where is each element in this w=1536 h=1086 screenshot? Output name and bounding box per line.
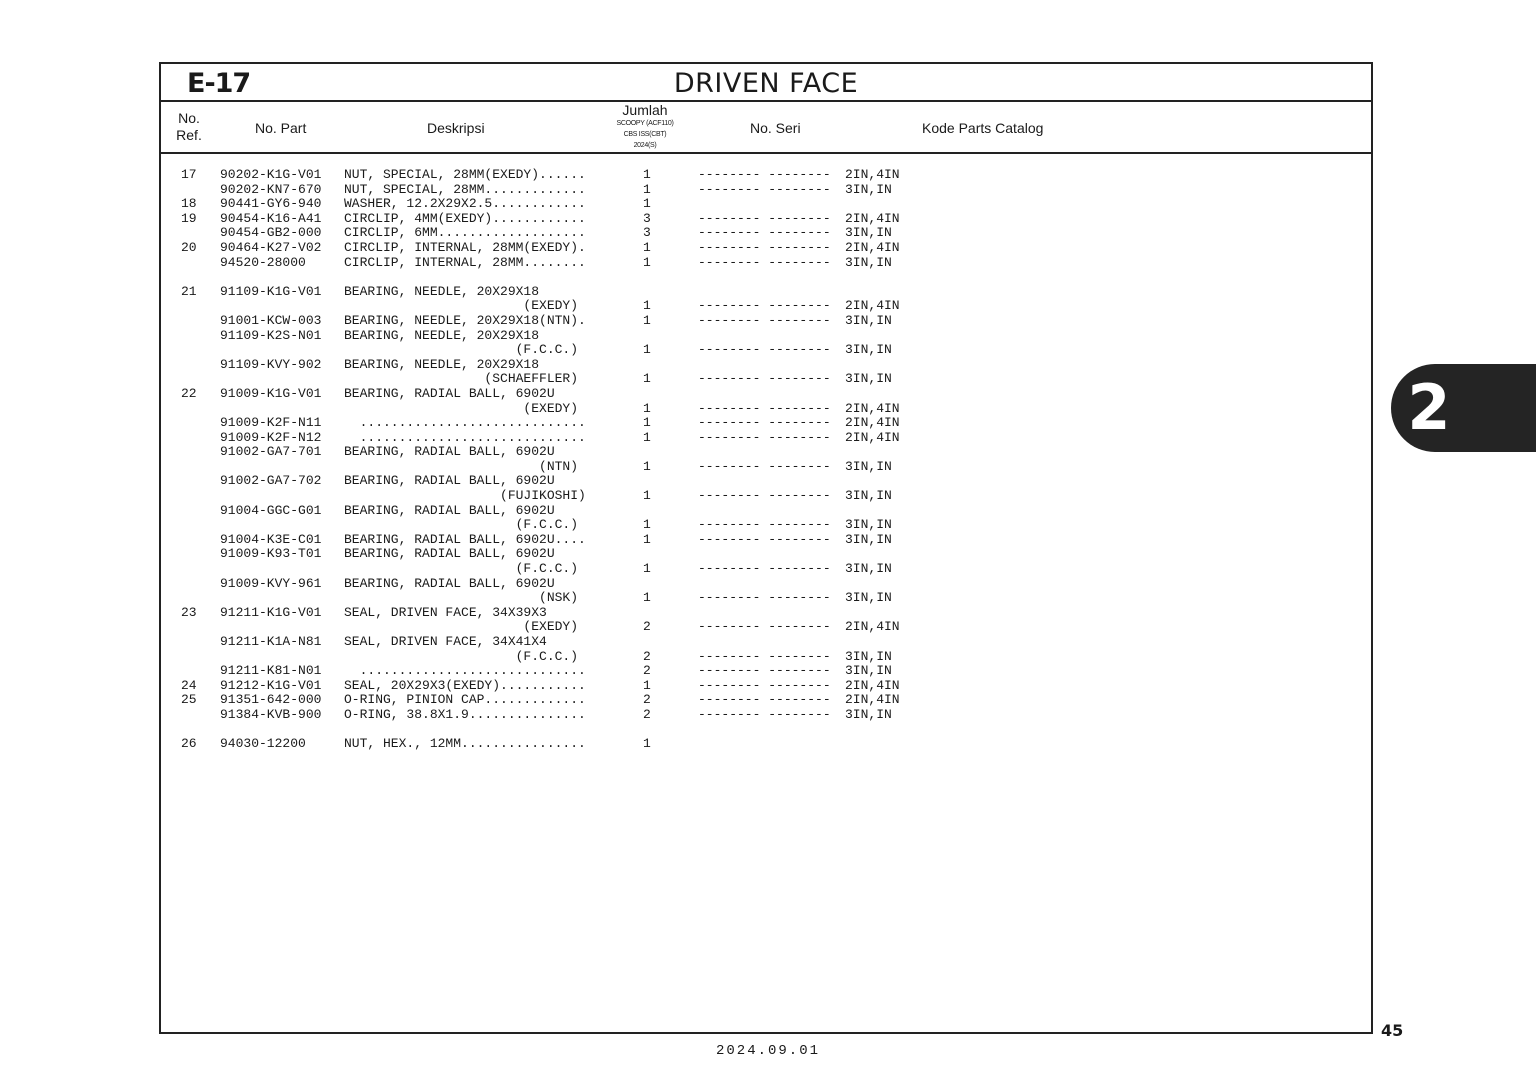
row-description: CIRCLIP, 6MM...................	[344, 225, 586, 241]
table-row	[161, 504, 1371, 519]
table-row	[161, 358, 1371, 373]
row-qty: 1	[643, 312, 651, 328]
row-catalog-code: 3IN,IN	[845, 371, 892, 387]
row-catalog-code: 3IN,IN	[845, 181, 892, 197]
row-description: (EXEDY)	[344, 400, 579, 416]
footer-date: 2024.09.01	[715, 1043, 820, 1059]
table-row	[161, 664, 1371, 679]
row-ref: 19	[181, 210, 197, 226]
row-qty: 3	[643, 225, 651, 241]
row-catalog-code: 2IN,4IN	[845, 210, 900, 226]
row-part-number: 90454-K16-A41	[220, 210, 322, 226]
table-row	[161, 474, 1371, 489]
row-catalog-code: 3IN,IN	[845, 663, 892, 679]
row-part-number: 91212-K1G-V01	[220, 677, 322, 693]
table-row	[161, 547, 1371, 562]
table-row	[161, 241, 1371, 256]
row-part-number: 90454-GB2-000	[220, 225, 322, 241]
row-catalog-code: 3IN,IN	[845, 561, 892, 577]
table-row	[161, 416, 1371, 431]
table-header	[161, 102, 1371, 154]
header-serial: No. Seri	[750, 120, 801, 136]
row-qty: 1	[643, 239, 651, 255]
table-row	[161, 533, 1371, 548]
row-description: (F.C.C.)	[344, 561, 579, 577]
row-description: (F.C.C.)	[344, 517, 579, 533]
row-ref: 18	[181, 196, 197, 212]
row-catalog-code: 3IN,IN	[845, 342, 892, 358]
row-serial: -------- --------	[698, 692, 831, 708]
header-qty-label: Jumlah	[622, 102, 668, 118]
row-description: (EXEDY)	[344, 619, 579, 635]
header-ref: No. Ref.	[176, 110, 202, 143]
row-description: BEARING, NEEDLE, 20X29X18	[344, 356, 540, 372]
row-catalog-code: 2IN,4IN	[845, 415, 900, 431]
row-qty: 1	[643, 590, 651, 606]
row-catalog-code: 2IN,4IN	[845, 429, 900, 445]
section-tab-label: 2	[1407, 371, 1451, 444]
table-row	[161, 270, 1371, 285]
row-part-number: 90202-K1G-V01	[220, 167, 322, 182]
row-part-number: 94030-12200	[220, 736, 306, 752]
row-ref: 22	[181, 385, 197, 401]
row-part-number: 91211-K1A-N81	[220, 634, 322, 649]
row-description: WASHER, 12.2X29X2.5............	[344, 196, 586, 212]
row-serial: -------- --------	[698, 458, 831, 474]
row-part-number: 90441-GY6-940	[220, 196, 322, 212]
row-qty: 1	[643, 677, 651, 693]
table-row	[161, 402, 1371, 417]
row-description: SEAL, DRIVEN FACE, 34X41X4	[344, 634, 547, 649]
row-part-number: 91384-KVB-900	[220, 706, 322, 722]
row-qty: 1	[643, 531, 651, 547]
table-row	[161, 606, 1371, 621]
row-catalog-code: 2IN,4IN	[845, 167, 900, 182]
row-description: O-RING, PINION CAP.............	[344, 692, 586, 708]
page-code: E-17	[187, 68, 251, 99]
row-description: CIRCLIP, INTERNAL, 28MM........	[344, 254, 586, 270]
row-serial: -------- --------	[698, 415, 831, 431]
row-part-number: 90202-KN7-670	[220, 181, 322, 197]
table-row	[161, 723, 1371, 738]
row-catalog-code: 3IN,IN	[845, 254, 892, 270]
row-description: (F.C.C.)	[344, 342, 579, 358]
row-qty: 1	[643, 167, 651, 182]
row-catalog-code: 3IN,IN	[845, 458, 892, 474]
table-row	[161, 256, 1371, 271]
table-row	[161, 285, 1371, 300]
table-row	[161, 635, 1371, 650]
row-serial: -------- --------	[698, 590, 831, 606]
row-qty: 1	[643, 561, 651, 577]
table-row	[161, 431, 1371, 446]
row-qty: 1	[643, 254, 651, 270]
row-part-number: 91002-GA7-701	[220, 444, 322, 460]
row-serial: -------- --------	[698, 342, 831, 358]
row-description: BEARING, RADIAL BALL, 6902U	[344, 502, 555, 518]
row-qty: 2	[643, 706, 651, 722]
table-row	[161, 212, 1371, 227]
table-row	[161, 226, 1371, 241]
row-catalog-code: 2IN,4IN	[845, 692, 900, 708]
row-serial: -------- --------	[698, 298, 831, 314]
row-description: CIRCLIP, INTERNAL, 28MM(EXEDY).	[344, 239, 586, 255]
row-part-number: 91009-K2F-N12	[220, 429, 322, 445]
table-row	[161, 562, 1371, 577]
row-qty: 1	[643, 371, 651, 387]
row-part-number: 91009-K2F-N11	[220, 415, 322, 431]
row-serial: -------- --------	[698, 210, 831, 226]
row-ref: 17	[181, 167, 197, 182]
row-description: (EXEDY)	[344, 298, 579, 314]
header-catalog: Kode Parts Catalog	[922, 120, 1044, 136]
row-description: BEARING, NEEDLE, 20X29X18	[344, 327, 540, 343]
row-description: (NTN)	[344, 458, 579, 474]
table-row	[161, 650, 1371, 665]
row-qty: 1	[643, 429, 651, 445]
row-part-number: 90464-K27-V02	[220, 239, 322, 255]
row-qty: 1	[643, 415, 651, 431]
page-number: 45	[1381, 1021, 1404, 1040]
row-part-number: 91004-K3E-C01	[220, 531, 322, 547]
parts-table-body	[161, 168, 1371, 752]
table-row	[161, 372, 1371, 387]
row-part-number: 91004-GGC-G01	[220, 502, 322, 518]
table-row	[161, 387, 1371, 402]
row-serial: -------- --------	[698, 225, 831, 241]
row-catalog-code: 3IN,IN	[845, 590, 892, 606]
row-serial: -------- --------	[698, 181, 831, 197]
row-serial: -------- --------	[698, 663, 831, 679]
row-serial: -------- --------	[698, 371, 831, 387]
row-description: BEARING, NEEDLE, 20X29X18(NTN).	[344, 312, 586, 328]
row-serial: -------- --------	[698, 312, 831, 328]
row-qty: 1	[643, 181, 651, 197]
row-ref: 23	[181, 604, 197, 620]
row-serial: -------- --------	[698, 561, 831, 577]
row-description: BEARING, RADIAL BALL, 6902U	[344, 385, 555, 401]
row-part-number: 91009-KVY-961	[220, 575, 322, 591]
row-part-number: 91009-K93-T01	[220, 546, 322, 562]
table-row	[161, 679, 1371, 694]
table-row	[161, 577, 1371, 592]
row-qty: 3	[643, 210, 651, 226]
row-description: (F.C.C.)	[344, 648, 579, 664]
table-row	[161, 343, 1371, 358]
row-catalog-code: 3IN,IN	[845, 517, 892, 533]
row-catalog-code: 3IN,IN	[845, 531, 892, 547]
row-description: BEARING, RADIAL BALL, 6902U	[344, 546, 555, 562]
row-serial: -------- --------	[698, 517, 831, 533]
row-catalog-code: 3IN,IN	[845, 648, 892, 664]
row-description: O-RING, 38.8X1.9...............	[344, 706, 586, 722]
row-catalog-code: 2IN,4IN	[845, 677, 900, 693]
row-qty: 1	[643, 488, 651, 504]
table-row	[161, 460, 1371, 475]
table-row	[161, 518, 1371, 533]
row-description: BEARING, RADIAL BALL, 6902U	[344, 473, 555, 489]
row-part-number: 91009-K1G-V01	[220, 385, 322, 401]
row-description: BEARING, RADIAL BALL, 6902U	[344, 444, 555, 460]
table-row	[161, 299, 1371, 314]
row-description: .............................	[344, 415, 586, 431]
row-catalog-code: 3IN,IN	[845, 225, 892, 241]
row-description: NUT, SPECIAL, 28MM(EXEDY)......	[344, 167, 586, 182]
table-row	[161, 620, 1371, 635]
row-description: BEARING, RADIAL BALL, 6902U....	[344, 531, 586, 547]
row-description: (SCHAEFFLER)	[344, 371, 579, 387]
header-part: No. Part	[255, 120, 307, 136]
row-description: SEAL, 20X29X3(EXEDY)...........	[344, 677, 586, 693]
row-description: (NSK)	[344, 590, 579, 606]
row-part-number: 91109-KVY-902	[220, 356, 322, 372]
row-serial: -------- --------	[698, 400, 831, 416]
row-qty: 1	[643, 458, 651, 474]
row-description: .............................	[344, 429, 586, 445]
row-ref: 24	[181, 677, 197, 693]
row-qty: 1	[643, 342, 651, 358]
row-description: .............................	[344, 663, 586, 679]
header-description: Deskripsi	[427, 120, 485, 136]
row-description: NUT, SPECIAL, 28MM.............	[344, 181, 586, 197]
row-part-number: 91211-K81-N01	[220, 663, 322, 679]
row-ref: 26	[181, 736, 197, 752]
row-description: BEARING, RADIAL BALL, 6902U	[344, 575, 555, 591]
table-row	[161, 693, 1371, 708]
table-row	[161, 591, 1371, 606]
row-description: CIRCLIP, 4MM(EXEDY)............	[344, 210, 586, 226]
row-qty: 1	[643, 298, 651, 314]
row-catalog-code: 3IN,IN	[845, 488, 892, 504]
row-serial: -------- --------	[698, 677, 831, 693]
row-part-number: 91109-K2S-N01	[220, 327, 322, 343]
row-serial: -------- --------	[698, 531, 831, 547]
row-qty: 2	[643, 619, 651, 635]
row-serial: -------- --------	[698, 254, 831, 270]
row-part-number: 91211-K1G-V01	[220, 604, 322, 620]
row-catalog-code: 2IN,4IN	[845, 619, 900, 635]
table-row	[161, 737, 1371, 752]
row-qty: 2	[643, 648, 651, 664]
title-bar	[161, 64, 1371, 102]
row-catalog-code: 3IN,IN	[845, 706, 892, 722]
header-qty-model: SCOOPY (ACF110) CBS ISS(CBT) 2024(S)	[616, 120, 674, 149]
row-catalog-code: 2IN,4IN	[845, 400, 900, 416]
row-part-number: 91109-K1G-V01	[220, 283, 322, 299]
row-ref: 20	[181, 239, 197, 255]
row-qty: 1	[643, 196, 651, 212]
row-ref: 25	[181, 692, 197, 708]
table-row	[161, 445, 1371, 460]
row-description: BEARING, NEEDLE, 20X29X18	[344, 283, 540, 299]
table-row	[161, 168, 1371, 183]
row-qty: 2	[643, 692, 651, 708]
row-catalog-code: 3IN,IN	[845, 312, 892, 328]
row-catalog-code: 2IN,4IN	[845, 298, 900, 314]
row-part-number: 91351-642-000	[220, 692, 322, 708]
row-description: SEAL, DRIVEN FACE, 34X39X3	[344, 604, 547, 620]
table-row	[161, 489, 1371, 504]
row-ref: 21	[181, 283, 197, 299]
row-serial: -------- --------	[698, 648, 831, 664]
row-description: NUT, HEX., 12MM................	[344, 736, 586, 752]
header-qty	[605, 102, 685, 151]
row-qty: 1	[643, 517, 651, 533]
table-row	[161, 314, 1371, 329]
row-description: (FUJIKOSHI)	[344, 488, 586, 504]
table-row	[161, 197, 1371, 212]
row-qty: 1	[643, 400, 651, 416]
table-row	[161, 708, 1371, 723]
parts-list-frame	[159, 62, 1373, 1034]
table-row	[161, 329, 1371, 344]
row-qty: 2	[643, 663, 651, 679]
row-serial: -------- --------	[698, 619, 831, 635]
row-serial: -------- --------	[698, 488, 831, 504]
row-part-number: 91001-KCW-003	[220, 312, 322, 328]
table-row	[161, 183, 1371, 198]
page-title: DRIVEN FACE	[673, 68, 859, 99]
row-part-number: 91002-GA7-702	[220, 473, 322, 489]
row-serial: -------- --------	[698, 239, 831, 255]
row-qty: 1	[643, 736, 651, 752]
row-part-number: 94520-28000	[220, 254, 306, 270]
row-serial: -------- --------	[698, 167, 831, 182]
row-serial: -------- --------	[698, 429, 831, 445]
row-catalog-code: 2IN,4IN	[845, 239, 900, 255]
row-serial: -------- --------	[698, 706, 831, 722]
